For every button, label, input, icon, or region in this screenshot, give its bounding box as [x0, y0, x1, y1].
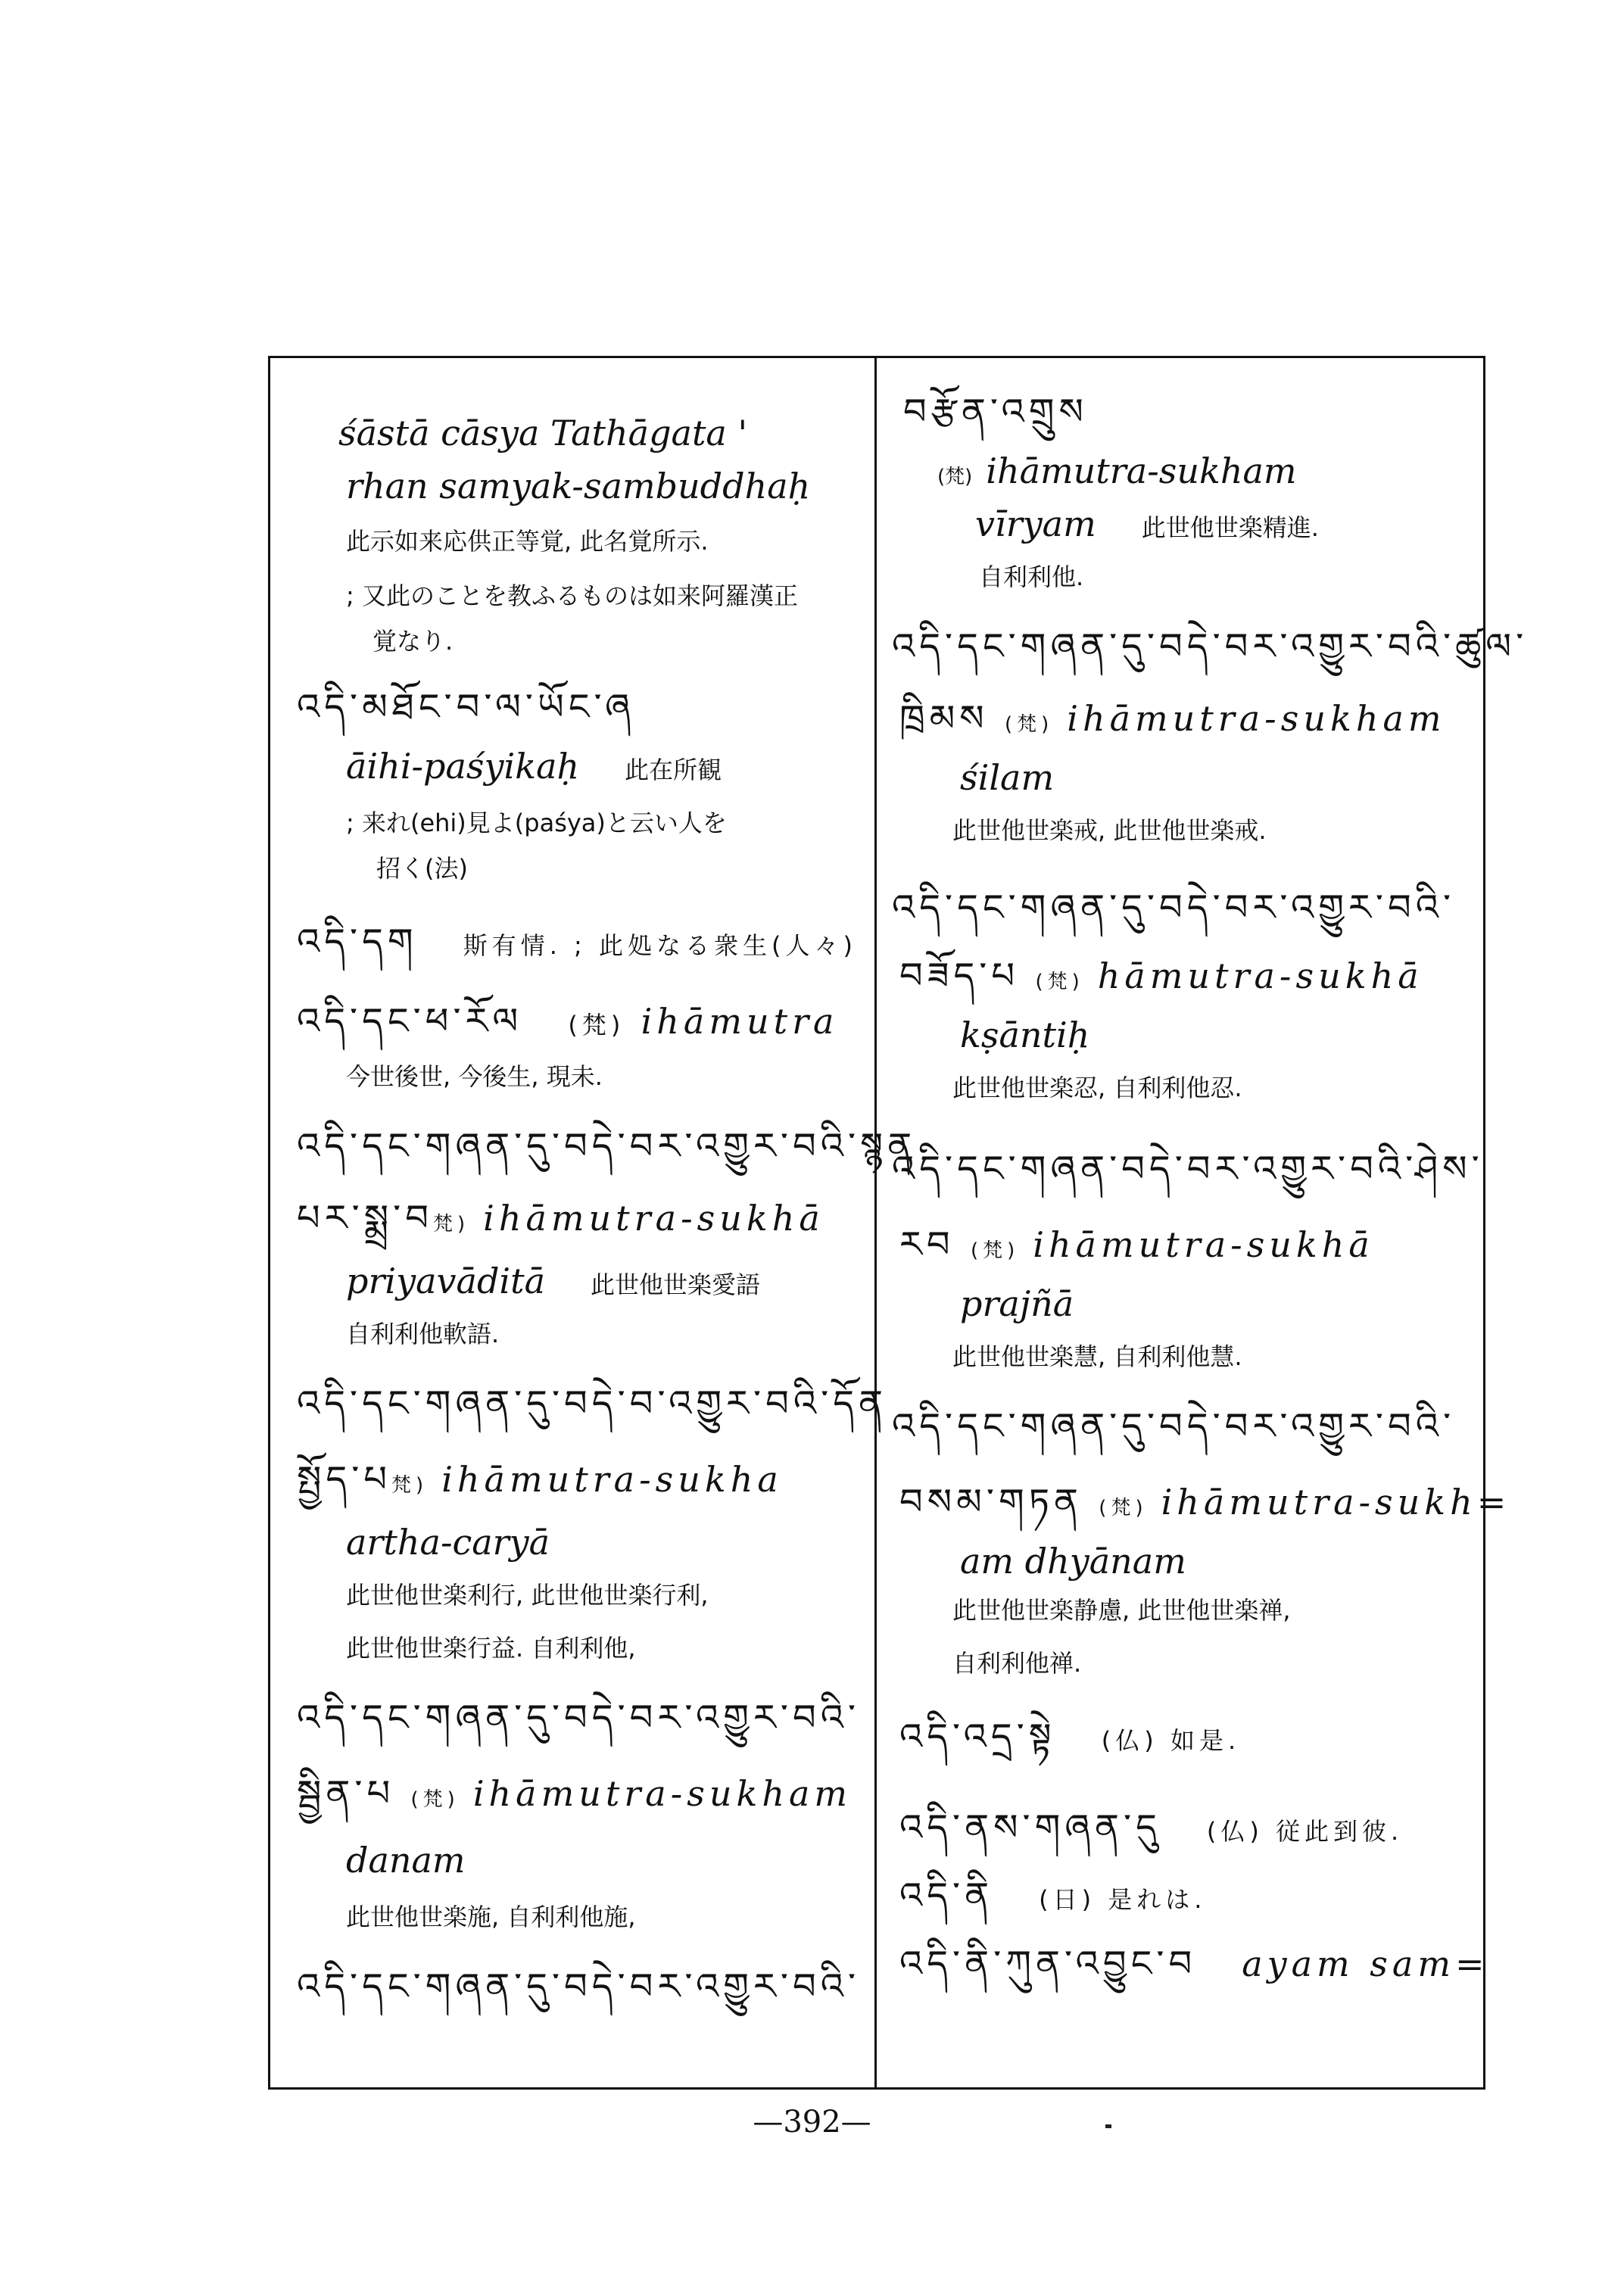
text-line: 此世他世楽戒, 此世他世楽戒.	[952, 816, 1267, 845]
text-line: danam	[346, 1840, 466, 1881]
text-line: śilam	[960, 757, 1055, 798]
tibetan-headword: བཟོད་པ (梵) hāmutra-sukhā	[899, 955, 1423, 997]
text-line: priyavāditā 此世他世楽愛語	[346, 1261, 761, 1301]
tibetan-headword: འདི་དང་ཕ་རོལ (梵) ihāmutra	[297, 1000, 839, 1043]
tibetan-headword: པར་སྨྲ་བ梵) ihāmutra-sukhā	[297, 1197, 824, 1239]
page-number: —392—	[753, 2105, 871, 2140]
text-line: am dhyānam	[960, 1541, 1186, 1582]
tibetan-headword: འདི་ནི (日) 是れは.	[899, 1875, 1207, 1917]
text-line: artha-caryā	[346, 1522, 550, 1563]
scan-speck	[1105, 2124, 1111, 2128]
text-line: vīryam 此世他世楽精進.	[975, 503, 1319, 544]
text-line: 此世他世楽忍, 自利利他忍.	[952, 1074, 1242, 1102]
text-line: rhan samyak-sambuddhaḥ	[346, 466, 811, 506]
tibetan-headword: འདི་ནས་གཞན་དུ (仏) 従此到彼.	[899, 1806, 1404, 1849]
tibetan-headword: འདི་དང་གཞན་དུ་བདེ་བ་འགྱུར་བའི་དོན	[297, 1382, 888, 1425]
tibetan-headword: སྤྱོད་པ梵) ihāmutra-sukha	[297, 1458, 783, 1501]
tibetan-headword: འདི་དང་གཞན་དུ་བདེ་བར་འགྱུར་བའི་	[892, 1405, 1456, 1448]
text-line: (梵) ihāmutra-sukham	[937, 450, 1297, 491]
tibetan-headword: འདི་དང་གཞན་དུ་བདེ་བར་འགྱུར་བའི་	[892, 887, 1456, 929]
text-line: prajñā	[960, 1283, 1074, 1324]
text-line: ; 来れ(ehi)見よ(paśya)と云い人を	[346, 809, 727, 837]
tibetan-headword: འདི་དང་གཞན་དུ་བདེ་བར་འགྱུར་བའི་སྙན	[297, 1125, 917, 1167]
text-line: 覚なり.	[372, 627, 454, 656]
text-line: 此世他世楽静慮, 此世他世楽禅,	[952, 1596, 1291, 1625]
tibetan-headword: འདི་དག 斯有情. ; 此処なる衆生(人々)	[297, 921, 857, 963]
tibetan-headword: འདི་དང་གཞན་དུ་བདེ་བར་འགྱུར་བའི་	[297, 1965, 861, 2008]
text-line: śāstā cāsya Tathāgata '	[338, 413, 748, 454]
text-line: 招く(法)	[376, 854, 468, 883]
tibetan-headword: འདི་འདྲ་སྟེ (仏) 如是.	[899, 1716, 1241, 1758]
tibetan-headword: སྦྱིན་པ (梵) ihāmutra-sukham	[297, 1772, 853, 1815]
dictionary-frame	[268, 356, 1529, 2090]
text-line: kṣāntiḥ	[960, 1015, 1090, 1055]
text-line: 自利利他軟語.	[346, 1320, 500, 1348]
text-line: 此世他世楽利行, 此世他世楽行利,	[346, 1581, 709, 1610]
tibetan-headword: བརྩོན་འགྲུས	[903, 391, 1088, 433]
tibetan-headword: འདི་མཐོང་བ་ལ་ཡོང་ཞ	[297, 686, 635, 728]
text-line: 自利利他.	[979, 563, 1084, 591]
tibetan-headword: ཁྲིམས (梵) ihāmutra-sukham	[899, 697, 1446, 740]
text-line: 自利利他禅.	[952, 1649, 1082, 1678]
tibetan-headword: འདི་ནི་ཀུན་འབྱུང་བ ayam sam=	[899, 1943, 1489, 1985]
tibetan-headword: འདི་དང་གཞན་དུ་བདེ་བར་འགྱུར་བའི་ཚུལ་	[892, 625, 1529, 668]
text-line: āihi-paśyikaḥ 此在所観	[346, 746, 722, 787]
tibetan-headword: རབ (梵) ihāmutra-sukhā	[899, 1223, 1374, 1266]
text-line: 此世他世楽施, 自利利他施,	[346, 1903, 636, 1931]
tibetan-headword: འདི་དང་གཞན་བདེ་བར་འགྱུར་བའི་ཤེས་	[892, 1148, 1484, 1190]
right-column	[877, 358, 1529, 2087]
text-line: 此世他世楽行益. 自利利他,	[346, 1634, 636, 1663]
text-line: 此世他世楽慧, 自利利他慧.	[952, 1342, 1242, 1371]
left-column	[270, 358, 917, 2087]
tibetan-headword: འདི་དང་གཞན་དུ་བདེ་བར་འགྱུར་བའི་	[297, 1697, 861, 1739]
text-line: 此示如来応供正等覚, 此名覚所示.	[346, 527, 709, 556]
text-line: ; 又此のことを教ふるものは如来阿羅漢正	[346, 581, 798, 610]
text-line: 今世後世, 今後生, 現未.	[346, 1062, 603, 1091]
tibetan-headword: བསམ་གཏན (梵) ihāmutra-sukh=	[899, 1481, 1511, 1523]
